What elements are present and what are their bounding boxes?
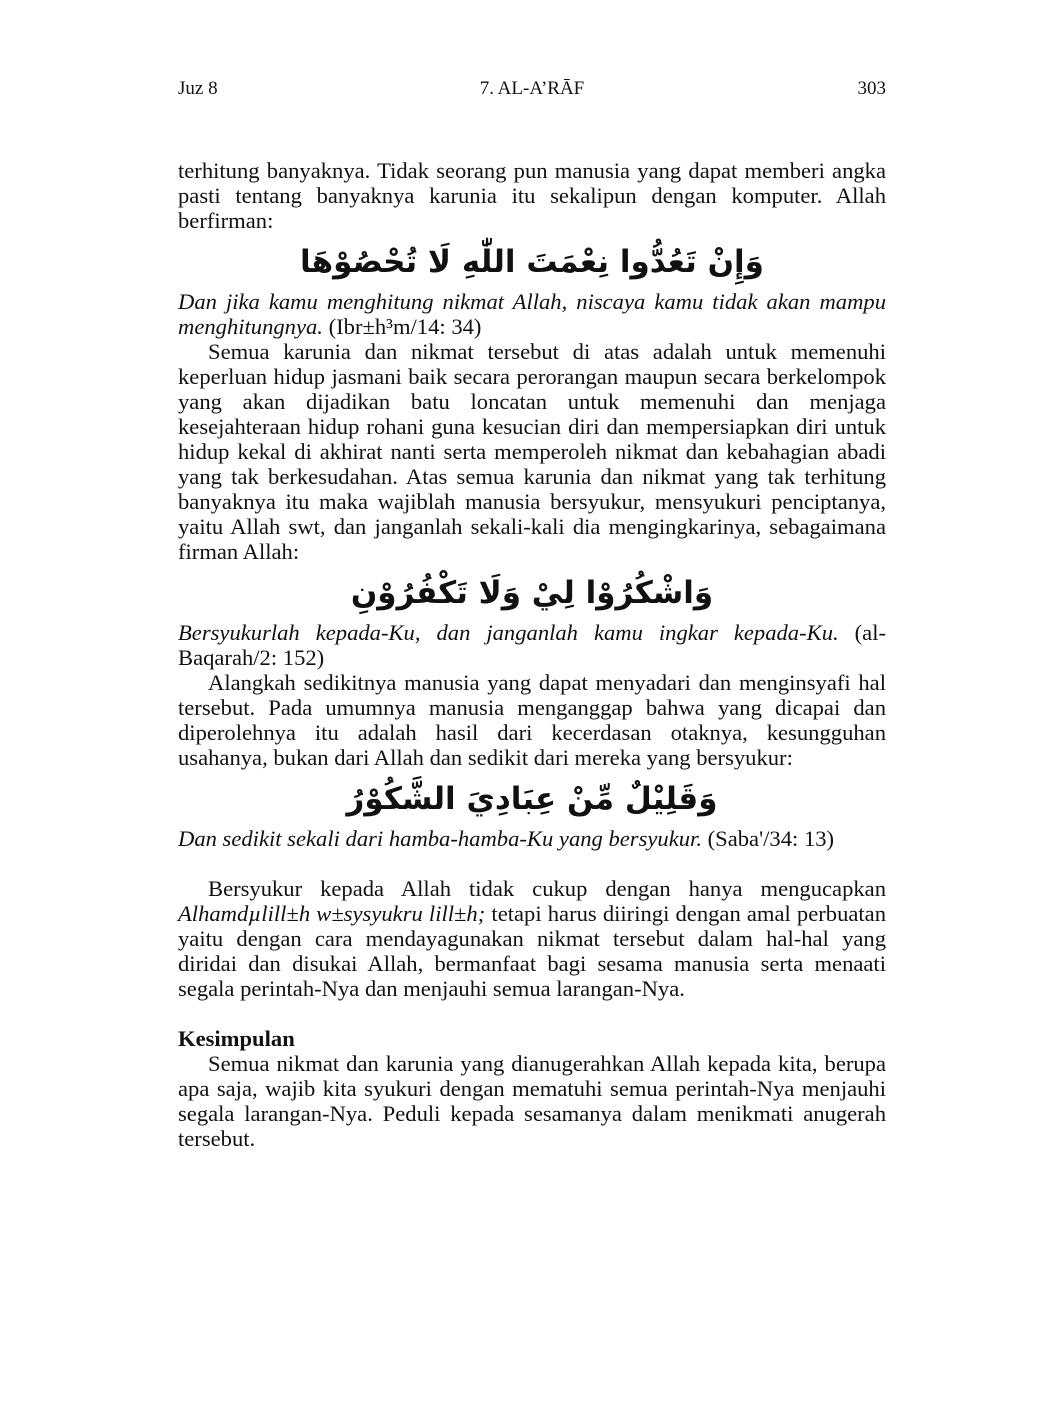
paragraph-2: Semua karunia dan nikmat tersebut di atas adalah untuk memenuhi keperluan hidup jasmani baik secara perorangan maupun secara berkelompok yang akan dijadikan batu loncatan untuk memenuhi dan menjaga kesejahteraan hidup rohani guna kesucian diri dan mempersiapkan diri untuk hidup kekal di akhirat nanti serta memperoleh nikmat dan kebahagian abadi yang tak berkesudahan. Atas semua karunia dan nikmat yang tak terhitung banyaknya itu maka wajiblah manusia bersyukur, mensyukuri penciptanya, yaitu Allah swt, dan janganlah sekali-kali dia mengingkarinya, sebagaimana firman Allah: bbox=[178, 339, 886, 564]
juz-label: Juz 8 bbox=[178, 78, 218, 99]
spacer bbox=[178, 851, 886, 876]
translation-2 bbox=[178, 620, 886, 670]
paragraph-4-end: tetapi harus diiringi dengan amal perbuatan yaitu dengan cara mendayagunakan nikmat tersebut dalam hal-hal yang diridai dan disukai Allah, bermanfaat bagi sesama manusia serta menaati segala perintah-Nya dan menjauhi semua larangan-Nya. bbox=[178, 901, 887, 1001]
translation-3 bbox=[178, 826, 886, 851]
page-body bbox=[178, 158, 886, 1151]
translation-1-reference: (Ibr±h³m/14: 34) bbox=[328, 314, 482, 339]
translation-1-text: Dan jika kamu menghitung nikmat Allah, niscaya kamu tidak akan mampu menghitungnya. bbox=[178, 289, 886, 339]
arabic-verse-1: وَإِنْ تَعُدُّوا نِعْمَتَ اللّٰهِ لَا تُحْصُوْهَا bbox=[300, 244, 764, 280]
page-header bbox=[178, 76, 886, 102]
translation-3-reference: (Saba'/34: 13) bbox=[707, 826, 835, 851]
paragraph-4-italic: Alhamdµlill±h w±sysyukru lill±h; bbox=[178, 901, 486, 926]
paragraph-5: Semua nikmat dan karunia yang dianugerahkan Allah kepada kita, berupa apa saja, wajib kita syukuri dengan mematuhi semua perintah-Nya menjauhi segala larangan-Nya. Peduli kepada sesamanya dalam menikmati anugerah tersebut. bbox=[178, 1051, 886, 1151]
translation-3-text: Dan sedikit sekali dari hamba-hamba-Ku yang bersyukur. bbox=[178, 826, 702, 851]
section-heading: Kesimpulan bbox=[178, 1026, 295, 1051]
arabic-verse-2: وَاشْكُرُوْا لِيْ وَلَا تَكْفُرُوْنِ bbox=[350, 575, 714, 611]
translation-1 bbox=[178, 289, 886, 339]
translation-2-text: Bersyukurlah kepada-Ku, dan janganlah kamu ingkar kepada-Ku. bbox=[178, 620, 839, 645]
spacer bbox=[178, 1001, 886, 1026]
translation-2-reference: (al-Baqarah/2: 152) bbox=[178, 620, 886, 670]
chapter-title: 7. AL-A’RĀF bbox=[479, 78, 585, 99]
paragraph-4 bbox=[178, 876, 886, 1001]
paragraph-4-start: Bersyukur kepada Allah tidak cukup dengan hanya mengucapkan bbox=[208, 876, 886, 901]
paragraph-3: Alangkah sedikitnya manusia yang dapat menyadari dan menginsyafi hal tersebut. Pada umumnya manusia menganggap bahwa yang dicapai dan diperolehnya itu adalah hasil dari kecerdasan otaknya, kesungguhan usahanya, bukan dari Allah dan sedikit dari mereka yang bersyukur: bbox=[178, 670, 886, 770]
paragraph-1: terhitung banyaknya. Tidak seorang pun manusia yang dapat memberi angka pasti tentang banyaknya karunia itu sekalipun dengan komputer. Allah berfirman: bbox=[178, 158, 886, 233]
page-number: 303 bbox=[857, 78, 886, 99]
arabic-verse-3: وَقَلِيْلٌ مِّنْ عِبَادِيَ الشَّكُوْرُ bbox=[346, 781, 718, 817]
